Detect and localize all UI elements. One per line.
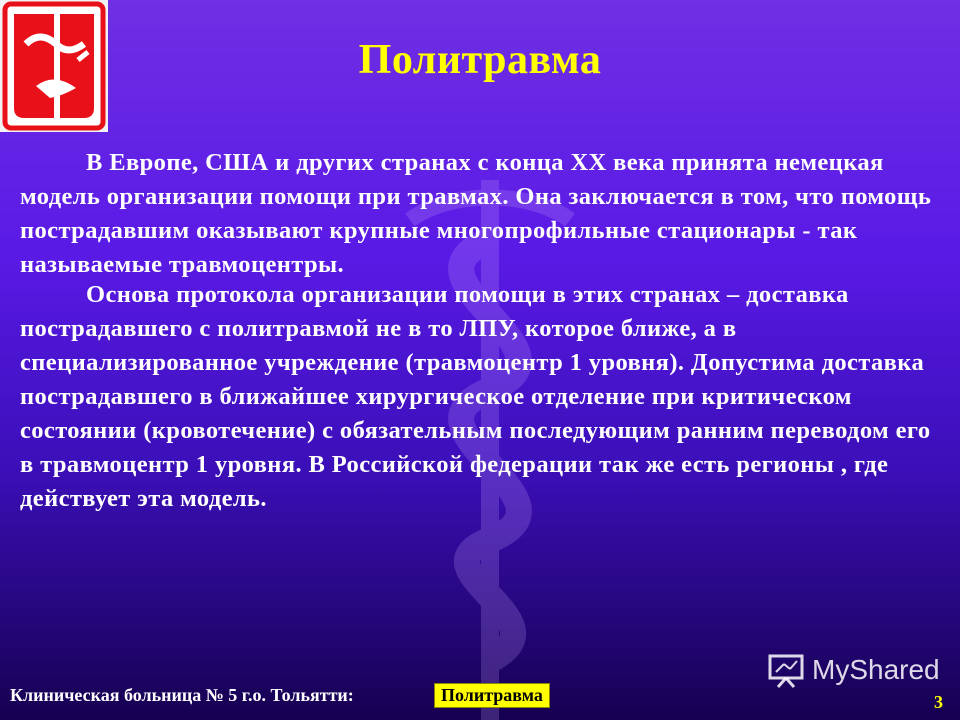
myshared-watermark (766, 652, 940, 688)
paragraph-1: В Европе, США и других странах с конца ХХ века принята немецкая модель организации помощи при травмах. Она заключается в том, что помощь пострадавшим оказывают крупные многопрофильные стационары - так называемые травмоцентры. (20, 149, 932, 278)
slide-title: Политравма (358, 37, 602, 83)
page-number: 3 (934, 692, 943, 712)
myshared-label: MyShared (812, 654, 940, 685)
presentation-board-icon (766, 652, 806, 688)
footer-badge: Политравма (434, 683, 550, 708)
footer-organization: Клиническая больница № 5 г.о. Тольятти: (10, 685, 354, 705)
slide-body (20, 146, 940, 516)
paragraph-2: Основа протокола организации помощи в этих странах – доставка пострадавшего с политравмой не в то ЛПУ, которое ближе, а в специализированное учреждение (травмоцентр 1 уровня). Допустима доставка пострадавшего в ближайшее хирургическое отделение при критическом состоянии (кровотечение) с обязательным последующим ранним переводом его в травмоцентр 1 уровня. В Российской федерации так же есть регионы , где действует эта модель. (20, 281, 931, 512)
